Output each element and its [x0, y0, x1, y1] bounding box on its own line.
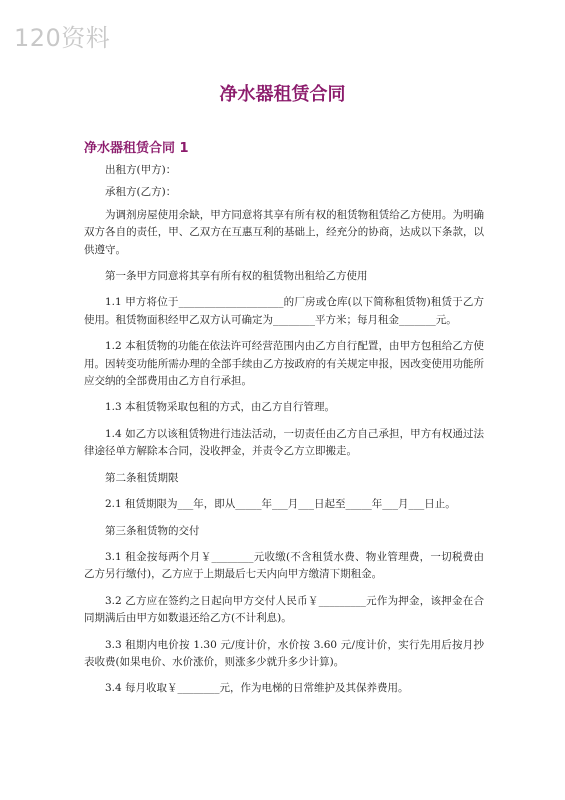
- clause-3-2: 3.2 乙方应在签约之日起向甲方交付人民币￥_________元作为押金，该押金在合同期满后由甲方如数退还给乙方(不计利息)。: [84, 594, 484, 625]
- article-3-heading: 第三条租赁物的交付: [105, 524, 200, 537]
- clause-1-1: 1.1 甲方将位于____________________的厂房或仓库(以下简称租赁物)租赁于乙方使用。租赁物面积经甲乙双方认可确定为________平方米；每月租金_______元。: [84, 296, 484, 326]
- clause-1-2: 1.2 本租赁物的功能在依法许可经营范围内由乙方自行配置，由甲方包租给乙方使用。因转变功能所需办理的全部手续由乙方按政府的有关规定申报，因改变使用功能所应交纳的全部费用由乙方自行承担。: [84, 340, 484, 388]
- clause-3-4: 3.4 每月收取￥________元，作为电梯的日常维护及其保养费用。: [105, 682, 409, 695]
- article-2-heading: 第二条租赁期限: [105, 471, 179, 484]
- lessee-line: 承租方(乙方)：: [105, 186, 177, 199]
- watermark: 120资料: [14, 24, 111, 52]
- clause-2-1: 2.1 租赁期限为___年，即从_____年___月___日起至_____年___月___日止。: [105, 498, 456, 511]
- document-title: 净水器租赁合同: [219, 84, 346, 105]
- section-heading: 净水器租赁合同 1: [84, 141, 189, 156]
- clause-1-3: 1.3 本租赁物采取包租的方式，由乙方自行管理。: [105, 401, 336, 414]
- lessor-line: 出租方(甲方)：: [105, 164, 177, 176]
- clause-3-1: 3.1 租金按每两个月￥________元收缴(不含租赁水费、物业管理费，一切税费由乙方另行缴付)，乙方应于上期最后七天内向甲方缴清下期租金。: [84, 550, 484, 581]
- preamble-paragraph: 为调剂房屋使用余缺，甲方同意将其享有所有权的租赁物租赁给乙方使用。为明确双方各自的责任，甲、乙双方在互惠互利的基础上，经充分的协商，达成以下条款，以供遵守。: [84, 208, 484, 256]
- clause-3-3: 3.3 租期内电价按 1.30 元/度计价，水价按 3.60 元/度计价，实行先用后按月抄表收费(如果电价、水价涨价，则涨多少就升多少计算)。: [84, 638, 484, 668]
- contract-body: [84, 162, 484, 707]
- clause-1-4: 1.4 如乙方以该租赁物进行违法活动，一切责任由乙方自己承担，甲方有权通过法律途径单方解除本合同，没收押金，并责令乙方立即搬走。: [84, 427, 484, 458]
- article-1-heading: 第一条甲方同意将其享有所有权的租赁物出租给乙方使用: [105, 270, 368, 283]
